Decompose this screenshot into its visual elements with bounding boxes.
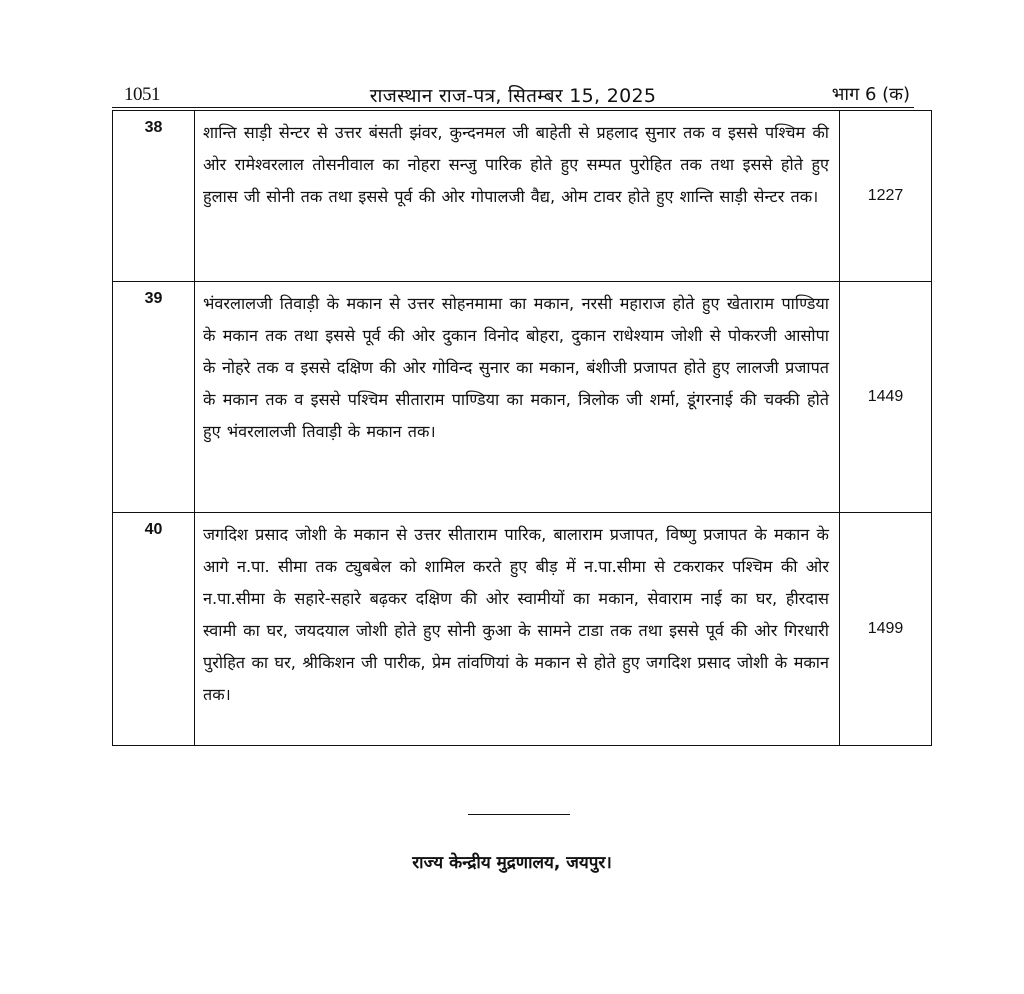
ward-number: 38 <box>113 111 195 282</box>
page-number: 1051 <box>124 84 160 105</box>
ward-boundary-description: जगदिश प्रसाद जोशी के मकान से उत्तर सीताराम पारिक, बालाराम प्रजापत, विष्णु प्रजापत के मकान के आगे न.पा. सीमा तक ट्युबबेल को शामिल करते हुए बीड़ में न.पा.सीमा से टकराकर पश्चिम की ओर न.पा.सीमा के सहारे-सहारे बढ़कर दक्षिण की ओर स्वामीयों का मकान, सेवाराम नाई का घर, हीरदास स्वामी का घर, जयदयाल जोशी होते हुए सोनी कुआ के सामने टाडा तक तथा इससे पूर्व की ओर गिरधारी पुरोहित का घर, श्रीकिशन जी पारीक, प्रेम तांवणियां के मकान से होते हुए जगदिश प्रसाद जोशी के मकान तक। <box>195 513 840 746</box>
header-rule <box>112 107 914 108</box>
ward-population: 1499 <box>840 513 932 746</box>
ward-number: 39 <box>113 282 195 513</box>
ward-population: 1449 <box>840 282 932 513</box>
table-row <box>113 111 932 282</box>
table-row <box>113 282 932 513</box>
ward-population: 1227 <box>840 111 932 282</box>
gazette-header <box>112 80 914 110</box>
gazette-title: राजस्थान राज-पत्र, सितम्बर 15, 2025 <box>369 85 657 107</box>
ward-number: 40 <box>113 513 195 746</box>
ward-boundary-table <box>112 110 932 746</box>
signature-rule <box>468 814 570 815</box>
part-label: भाग 6 (क) <box>831 84 910 105</box>
printing-press-line: राज्य केन्द्रीय मुद्रणालय, जयपुर। <box>412 853 612 873</box>
ward-boundary-description: भंवरलालजी तिवाड़ी के मकान से उत्तर सोहनमामा का मकान, नरसी महाराज होते हुए खेताराम पाण्डिया के मकान तक तथा इससे पूर्व की ओर दुकान विनोद बोहरा, दुकान राधेश्याम जोशी से पोकरजी आसोपा के नोहरे तक व इससे दक्षिण की ओर गोविन्द सुनार का मकान, बंशीजी प्रजापत होते हुए लालजी प्रजापत के मकान तक व इससे पश्चिम सीताराम पाण्डिया का मकान, त्रिलोक जी शर्मा, डूंगरनाई की चक्की होते हुए भंवरलालजी तिवाड़ी के मकान तक। <box>195 282 840 513</box>
table-row <box>113 513 932 746</box>
ward-boundary-description: शान्ति साड़ी सेन्टर से उत्तर बंसती झंवर, कुन्दनमल जी बाहेती से प्रहलाद सुनार तक व इससे पश्चिम की ओर रामेश्वरलाल तोसनीवाल का नोहरा सन्जु पारिक होते हुए सम्पत पुरोहित तक तथा इससे होते हुए हुलास जी सोनी तक तथा इससे पूर्व की ओर गोपालजी वैद्य, ओम टावर होते हुए शान्ति साड़ी सेन्टर तक। <box>195 111 840 282</box>
